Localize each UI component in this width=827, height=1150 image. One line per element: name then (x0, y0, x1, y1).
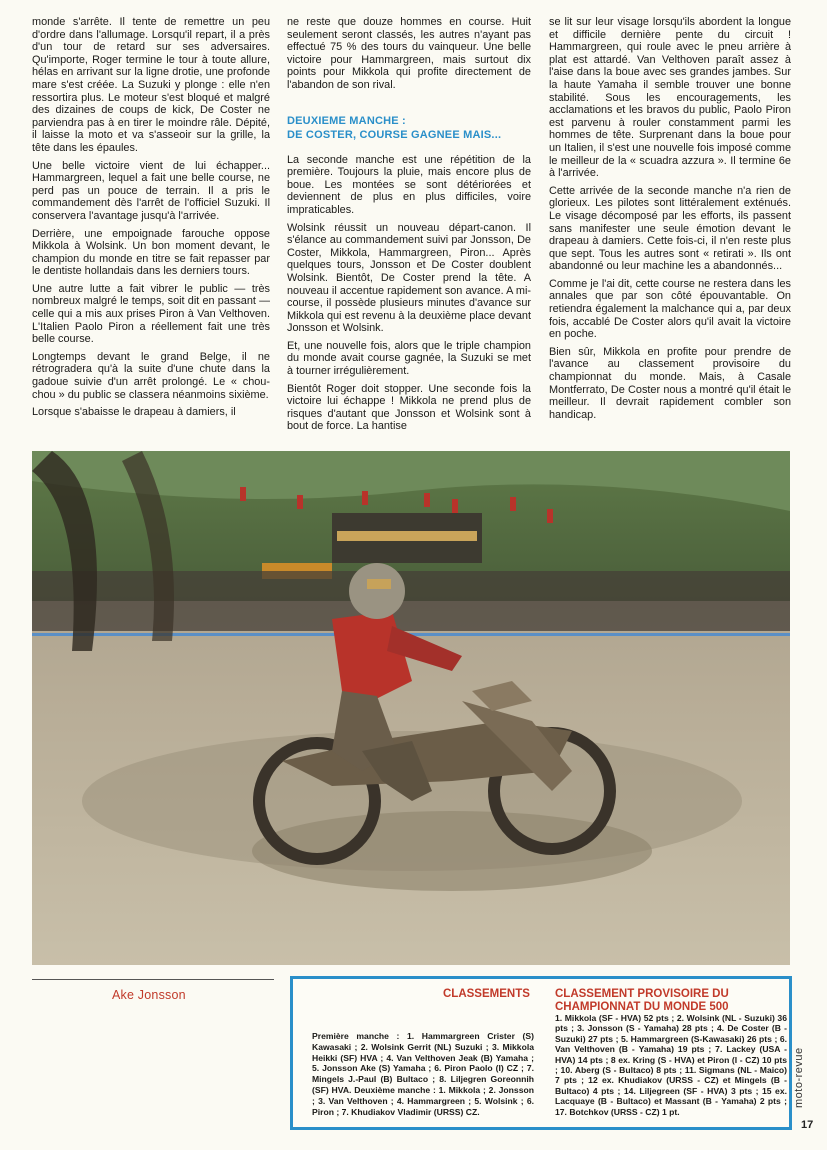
paragraph: Lorsque s'abaisse le drapeau à damiers, il (32, 406, 236, 419)
paragraph: Cette arrivée de la seconde manche n'a rien de glorieux. Les pilotes sont littéralement exténués. Le visage décomposé par les efforts, ils passent sans manifester une seule émotion devant le drapeau à damiers. Cette fois-ci, il n'en reste plus que sept. Tous les autres sont « retirati ». Ils ont abandonné ou leur machine les a abandonnés... (549, 184, 791, 273)
page-number: 17 (801, 1119, 814, 1131)
paragraph: ne reste que douze hommes en course. Huit seulement seront classés, les autres n'ayant pas effectué 75 % des tours du vainqueur. Une belle victoire pour Hammargreen, mais surtout dix points pour Mikkola qui profite directement de l'abandon de son rival. (287, 16, 531, 91)
magazine-name: moto-revue (793, 1047, 805, 1108)
paragraph: monde s'arrête. Il tente de remettre un peu d'ordre dans l'allumage. Lorsqu'il repart, il a près d'un tour de retard sur ses adversaires. Qu'importe, Roger termine le tour à toute allure, hélas en arrivant sur la ligne drotie, une profonde mare s'est créée. La Suzuki y plonge : elle n'en ressortira plus. Le moteur s'est bloqué et malgré des dizaines de coups de kick, De Coster ne parviendra pas à en tirer le moindre râle. Dépité, il laisse la moto et va s'asseoir sur la grille, la tête dans les épaules. (32, 16, 270, 154)
paragraph: Bien sûr, Mikkola en profite pour prendre de l'avance au classement provisoire du championnat du monde. Mais, à Casale Montferrato, De Coster nous a montré qu'il était le meilleur. Il devrait rapidement combler son handicap. (549, 345, 791, 421)
paragraph: se lit sur leur visage lorsqu'ils abordent la longue et difficile dernière pente du circuit ! Hammargreen, qui roule avec le pneu arrière à plat est attardé. Van Velthoven paraît assez à l'aise dans la boue avec ses grandes jambes. Sur la haute Yamaha il semble trouver une bonne stabilité. Sous les encouragements, les acclamations et les bravos du public, Paolo Piron est parvenu à rouler constamment parmi les hommes de tête. Surprenant dans la boue pour un Italien, il s'est une nouvelle fois imposé comme le meilleur de la « scuadra azzura ». Il termine 6e à l'arrivée. (549, 16, 791, 180)
paragraph: Une autre lutte a fait vibrer le public — très nombreux malgré le temps, soit dit en passant — celle qui a mis aux prises Piron à Van Velthoven. L'Italien Paolo Piron a réellement fait une très belle course. (32, 282, 270, 346)
paragraph: Comme je l'ai dit, cette course ne restera dans les annales que par son côté épouvantable. On retiendra également la malchance qui a, par deux fois, accablé De Coster alors qu'il avait la victoire en poche. (549, 277, 791, 341)
article-column-3 (549, 16, 791, 440)
race-results: Première manche : 1. Hammargreen Crister (S) Kawasaki ; 2. Wolsink Gerrit (NL) Suzuki ; 3. Mikkola Heikki (SF) HVA ; 4. Van Velthoven Jeak (B) Yamaha ; 5. Jonsson Ake (S) Yamaha ; 6. Piron Paolo (I) CZ ; 7. Mingels J.-Paul (B) Bultaco ; 8. Liljegren Goreonnih (SF) HVA. Deuxième manche : 1. Mikkola ; 2. Jonsson ; 3. Van Velthoven ; 4. Hammargreen ; 5. Wolsink ; 6. Piron ; 7. Khudiakov Vladimir (URSS) CZ. (312, 1031, 534, 1117)
paragraph: Wolsink réussit un nouveau départ-canon. Il s'élance au commandement suivi par Jonsson, De Coster, Mikkola, Hammargreen, Piron... Après quelques tours, Jonsson et De Coster doublent Wolsink. Bientôt, De Coster prend la tête. A nouveau il accentue rapidement son avance. A mi-course, il possède plusieurs minutes d'avance sur Mikkola qui est revenu à la deuxième place devant Jonsson et Wolsink. (287, 221, 531, 335)
photo-caption: Ake Jonsson (112, 988, 186, 1002)
article-column-1 (32, 16, 270, 440)
section-heading-line-2: DE COSTER, COURSE GAGNEE MAIS... (287, 128, 502, 141)
motocross-photo (32, 451, 790, 965)
paragraph: Et, une nouvelle fois, alors que le triple champion du monde avait course gagnée, la Suzuki se met à tourner irrégulièrement. (287, 339, 531, 378)
championship-heading: CLASSEMENT PROVISOIRE DU CHAMPIONNAT DU MONDE 500 (555, 988, 729, 1013)
championship-standings: 1. Mikkola (SF - HVA) 52 pts ; 2. Wolsink (NL - Suzuki) 36 pts ; 3. Jonsson (S - Yamaha) 28 pts ; 4. De Coster (B - Suzuki) 27 pts ; 5. Hammargreen (S-Kawasaki) 26 pts ; 6. Van Velthoven (B - Yamaha) 19 pts ; 7. Lackey (USA - HVA) 14 pts ; 8 ex. Kring (S - HVA) et Piron (I - CZ) 10 pts ; 10. Aberg (S - Bultaco) 8 pts ; 11. Sigmans (NL - Maico) 7 pts ; 12 ex. Khudiakov (URSS - CZ) et Mingels (B - Bultaco) 4 pts ; 14. Liljegreen (SF - HVA) 3 pts ; 15 ex. Lacquaye (B - Bultaco) et Massant (B - Yamaha) 2 pts ; 17. Botchkov (URSS - CZ) 1 pt. (555, 1013, 787, 1117)
results-heading: CLASSEMENTS (443, 988, 530, 1000)
paragraph: Longtemps devant le grand Belge, il ne rétrogradera qu'à la suite d'une chute dans la gadoue suivie d'un arrêt prolongé. Le « chou-chou » du public se classera néanmoins sixième. (32, 350, 270, 401)
paragraph: La seconde manche est une répétition de la première. Toujours la pluie, mais encore plus de boue. Les montées se sont détériorées et deviennent de plus en plus difficiles, voire impraticables. (287, 153, 531, 216)
section-heading (287, 114, 531, 142)
paragraph: Une belle victoire vient de lui échapper... Hammargreen, lequel a fait une belle course, ne perd pas un pouce de terrain. Il a pris le commandement dès l'arrêt de l'officiel Suzuki. Il conservera l'avantage jusqu'à l'arrivée. (32, 159, 270, 222)
paragraph: Derrière, une empoignade farouche oppose Mikkola à Wolsink. Un bon moment devant, le champion du monde en titre se fait repasser par le dentiste hollandais dans les derniers tours. (32, 227, 270, 278)
results-box (290, 976, 792, 1130)
caption-rule (32, 979, 274, 980)
article-column-2 (287, 16, 531, 440)
paragraph: Bientôt Roger doit stopper. Une seconde fois la victoire lui échappe ! Mikkola ne prend plus de risques d'autant que Jonsson et Wolsink sont à bout de force. La hantise (287, 382, 531, 433)
section-heading-line-1: DEUXIEME MANCHE : (287, 114, 406, 127)
